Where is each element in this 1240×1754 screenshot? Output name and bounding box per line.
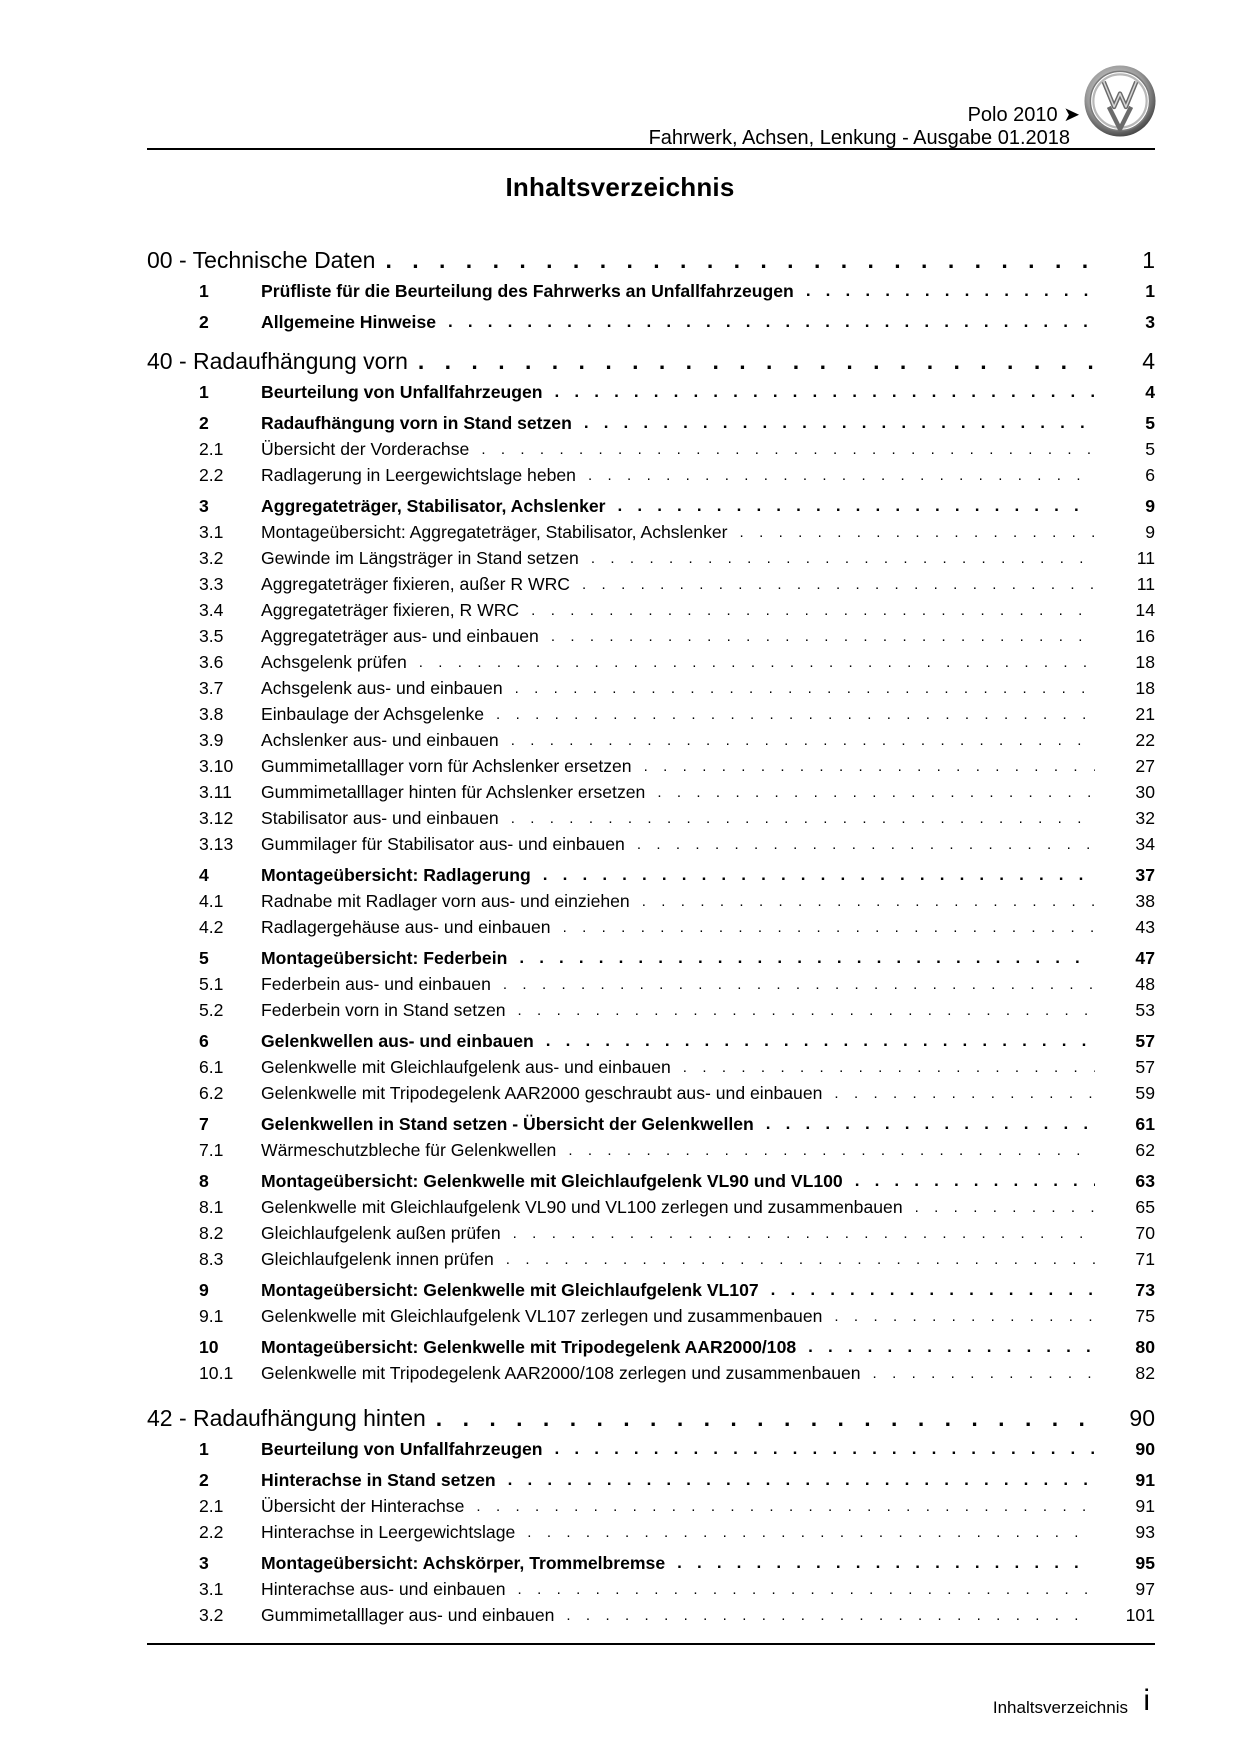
toc-entry-title: Einbaulage der Achsgelenke	[261, 703, 485, 724]
toc-leader	[385, 247, 1099, 274]
header-subtitle: Fahrwerk, Achsen, Lenkung - Ausgabe 01.2018	[648, 127, 1070, 149]
toc-entry-title: Gelenkwellen in Stand setzen - Übersicht der Gelenkwellen	[261, 1113, 754, 1134]
toc-subchapter[interactable]	[147, 462, 1155, 488]
toc-leader	[563, 919, 1095, 936]
toc-entry-title: Achslenker aus- und einbauen	[261, 729, 499, 750]
toc-subchapter[interactable]	[147, 623, 1155, 649]
toc-entry-number: 10	[199, 1336, 219, 1357]
toc-leader	[476, 1498, 1095, 1515]
toc-entry-title: Montageübersicht: Achskörper, Trommelbremse	[261, 1552, 666, 1573]
toc-entry-page: 53	[1135, 999, 1155, 1020]
toc-subchapter[interactable]	[147, 701, 1155, 727]
toc-entry-page: 62	[1135, 1139, 1155, 1160]
toc-leader	[915, 1199, 1095, 1216]
toc-entry-number: 2.1	[199, 438, 224, 459]
toc-entry-page: 101	[1125, 1604, 1155, 1625]
toc-entry-title: Montageübersicht: Gelenkwelle mit Gleichlaufgelenk VL90 und VL100	[261, 1170, 843, 1191]
toc-entry-number: 4.2	[199, 916, 224, 937]
toc-section-title: 00 - Technische Daten	[147, 246, 376, 273]
toc-entry-page: 70	[1135, 1222, 1155, 1243]
toc-chapter[interactable]	[147, 309, 1155, 335]
toc-entry-page: 47	[1135, 947, 1155, 968]
toc-entry-number: 3.13	[199, 833, 234, 854]
toc-chapter[interactable]	[147, 945, 1155, 971]
toc-entry-number: 3.2	[199, 547, 224, 568]
toc-entry-number: 6.1	[199, 1056, 224, 1077]
toc-entry-title: Gelenkwellen aus- und einbauen	[261, 1030, 534, 1051]
toc-entry-page: 18	[1135, 651, 1155, 672]
toc-subchapter[interactable]	[147, 1303, 1155, 1329]
toc-chapter[interactable]	[147, 1550, 1155, 1576]
toc-subchapter[interactable]	[147, 1246, 1155, 1272]
toc-subchapter[interactable]	[147, 519, 1155, 545]
toc-leader	[519, 948, 1095, 968]
toc-entry-title: Radnabe mit Radlager vorn aus- und einziehen	[261, 890, 630, 911]
toc-subchapter[interactable]	[147, 914, 1155, 940]
toc-entry-page: 95	[1135, 1552, 1155, 1573]
toc-entry-title: Aggregateträger fixieren, R WRC	[261, 599, 520, 620]
toc-subchapter[interactable]	[147, 571, 1155, 597]
toc-entry-title: Gummimetalllager aus- und einbauen	[261, 1604, 555, 1625]
toc-leader	[644, 758, 1095, 775]
toc-entry-page: 75	[1135, 1305, 1155, 1326]
toc-subchapter[interactable]	[147, 1519, 1155, 1545]
toc-entry-number: 6	[199, 1030, 209, 1051]
toc-entry-number: 8.2	[199, 1222, 224, 1243]
toc-entry-page: 38	[1135, 890, 1155, 911]
toc-entry-number: 5.2	[199, 999, 224, 1020]
toc-subchapter[interactable]	[147, 1602, 1155, 1628]
toc-entry-title: Aggregateträger, Stabilisator, Achslenker	[261, 495, 606, 516]
toc-entry-number: 3.3	[199, 573, 224, 594]
toc-leader	[527, 1524, 1095, 1541]
toc-subchapter[interactable]	[147, 1360, 1155, 1386]
toc-entry-number: 10.1	[199, 1362, 234, 1383]
toc-entry-title: Prüfliste für die Beurteilung des Fahrwerks an Unfallfahrzeugen	[261, 280, 794, 301]
vw-logo-icon	[1083, 64, 1157, 138]
toc-subchapter[interactable]	[147, 727, 1155, 753]
toc-leader	[618, 496, 1095, 516]
toc-entry-number: 2.2	[199, 1521, 224, 1542]
toc-subchapter[interactable]	[147, 649, 1155, 675]
toc-leader	[551, 628, 1095, 645]
toc-entry-page: 22	[1135, 729, 1155, 750]
toc-entry-page: 43	[1135, 916, 1155, 937]
toc-entry-title: Gelenkwelle mit Gleichlaufgelenk aus- und einbauen	[261, 1056, 671, 1077]
toc-entry-number: 7.1	[199, 1139, 224, 1160]
footer-page-number: i	[1143, 1684, 1150, 1717]
toc-entry-number: 3.5	[199, 625, 224, 646]
toc-entry-title: Gelenkwelle mit Gleichlaufgelenk VL107 zerlegen und zusammenbauen	[261, 1305, 823, 1326]
toc-section-page: 4	[1142, 347, 1155, 374]
toc-entry-title: Montageübersicht: Gelenkwelle mit Tripodegelenk AAR2000/108	[261, 1336, 797, 1357]
table-of-contents	[147, 242, 1155, 1628]
toc-entry-page: 1	[1145, 280, 1155, 301]
toc-entry-page: 48	[1135, 973, 1155, 994]
toc-section[interactable]	[147, 1400, 1155, 1436]
toc-subchapter[interactable]	[147, 1137, 1155, 1163]
toc-entry-number: 3	[199, 1552, 209, 1573]
toc-entry-title: Radlagerung in Leergewichtslage heben	[261, 464, 576, 485]
toc-chapter[interactable]	[147, 1111, 1155, 1137]
toc-entry-page: 65	[1135, 1196, 1155, 1217]
toc-entry-number: 1	[199, 1438, 209, 1459]
toc-leader	[543, 865, 1095, 885]
toc-entry-page: 16	[1135, 625, 1155, 646]
toc-entry-page: 34	[1135, 833, 1155, 854]
toc-leader	[584, 413, 1095, 433]
toc-entry-page: 71	[1135, 1248, 1155, 1269]
toc-entry-number: 8	[199, 1170, 209, 1191]
toc-section[interactable]	[147, 242, 1155, 278]
toc-leader	[806, 281, 1095, 301]
toc-entry-number: 1	[199, 381, 209, 402]
toc-entry-title: Hinterachse in Leergewichtslage	[261, 1521, 516, 1542]
toc-leader	[496, 706, 1095, 723]
toc-chapter[interactable]	[147, 493, 1155, 519]
toc-leader	[419, 654, 1095, 671]
toc-entry-page: 57	[1135, 1030, 1155, 1051]
toc-entry-number: 9.1	[199, 1305, 224, 1326]
toc-entry-page: 32	[1135, 807, 1155, 828]
toc-entry-page: 14	[1135, 599, 1155, 620]
toc-entry-title: Beurteilung von Unfallfahrzeugen	[261, 381, 543, 402]
toc-chapter[interactable]	[147, 1277, 1155, 1303]
toc-entry-number: 3.11	[199, 781, 232, 802]
toc-entry-page: 5	[1145, 438, 1155, 459]
toc-leader	[808, 1337, 1095, 1357]
toc-leader	[515, 680, 1095, 697]
toc-leader	[588, 467, 1095, 484]
toc-entry-number: 3.10	[199, 755, 234, 776]
toc-leader	[566, 1607, 1095, 1624]
toc-subchapter[interactable]	[147, 545, 1155, 571]
toc-chapter[interactable]	[147, 1467, 1155, 1493]
toc-entry-number: 3	[199, 495, 209, 516]
toc-leader	[642, 893, 1095, 910]
toc-entry-title: Gelenkwelle mit Gleichlaufgelenk VL90 und VL100 zerlegen und zusammenbauen	[261, 1196, 903, 1217]
toc-entry-number: 8.1	[199, 1196, 224, 1217]
toc-entry-title: Montageübersicht: Gelenkwelle mit Gleichlaufgelenk VL107	[261, 1279, 759, 1300]
page-header	[147, 86, 1155, 150]
toc-entry-title: Montageübersicht: Radlagerung	[261, 864, 531, 885]
toc-leader	[771, 1280, 1095, 1300]
toc-entry-title: Hinterachse in Stand setzen	[261, 1469, 496, 1490]
toc-entry-page: 90	[1135, 1438, 1155, 1459]
toc-entry-number: 2	[199, 412, 209, 433]
toc-section-title: 42 - Radaufhängung hinten	[147, 1404, 426, 1431]
toc-entry-title: Hinterachse aus- und einbauen	[261, 1578, 506, 1599]
toc-section-page: 1	[1142, 246, 1155, 273]
toc-entry-title: Radaufhängung vorn in Stand setzen	[261, 412, 572, 433]
toc-entry-number: 3.1	[199, 521, 224, 542]
toc-entry-number: 4	[199, 864, 209, 885]
toc-entry-number: 2.2	[199, 464, 224, 485]
toc-entry-title: Übersicht der Vorderachse	[261, 438, 470, 459]
toc-entry-number: 5	[199, 947, 209, 968]
toc-entry-number: 3.1	[199, 1578, 224, 1599]
toc-subchapter[interactable]	[147, 597, 1155, 623]
toc-entry-title: Aggregateträger aus- und einbauen	[261, 625, 539, 646]
toc-leader	[508, 1470, 1095, 1490]
toc-entry-title: Montageübersicht: Aggregateträger, Stabilisator, Achslenker	[261, 521, 728, 542]
toc-chapter[interactable]	[147, 379, 1155, 405]
toc-leader	[511, 810, 1095, 827]
toc-entry-title: Montageübersicht: Federbein	[261, 947, 508, 968]
toc-subchapter[interactable]	[147, 1220, 1155, 1246]
toc-entry-title: Gummimetalllager hinten für Achslenker ersetzen	[261, 781, 646, 802]
toc-entry-page: 63	[1135, 1170, 1155, 1191]
toc-entry-number: 4.1	[199, 890, 224, 911]
toc-entry-number: 3.7	[199, 677, 224, 698]
toc-subchapter[interactable]	[147, 831, 1155, 857]
toc-entry-page: 82	[1135, 1362, 1155, 1383]
toc-leader	[506, 1251, 1095, 1268]
toc-subchapter[interactable]	[147, 805, 1155, 831]
toc-leader	[873, 1365, 1095, 1382]
toc-leader	[518, 1002, 1095, 1019]
toc-entry-number: 3.8	[199, 703, 224, 724]
toc-entry-title: Gelenkwelle mit Tripodegelenk AAR2000 geschraubt aus- und einbauen	[261, 1082, 823, 1103]
toc-leader	[637, 836, 1095, 853]
toc-leader	[766, 1114, 1095, 1134]
toc-chapter[interactable]	[147, 1436, 1155, 1462]
toc-leader	[591, 550, 1095, 567]
toc-entry-title: Gummimetalllager vorn für Achslenker ersetzen	[261, 755, 632, 776]
toc-subchapter[interactable]	[147, 436, 1155, 462]
toc-entry-title: Federbein aus- und einbauen	[261, 973, 491, 994]
toc-subchapter[interactable]	[147, 1054, 1155, 1080]
toc-entry-page: 11	[1136, 573, 1155, 594]
toc-entry-number: 7	[199, 1113, 209, 1134]
toc-entry-page: 11	[1136, 547, 1155, 568]
toc-entry-title: Gleichlaufgelenk außen prüfen	[261, 1222, 501, 1243]
toc-entry-title: Wärmeschutzbleche für Gelenkwellen	[261, 1139, 557, 1160]
toc-entry-title: Stabilisator aus- und einbauen	[261, 807, 499, 828]
toc-entry-title: Achsgelenk aus- und einbauen	[261, 677, 503, 698]
toc-entry-page: 91	[1135, 1495, 1155, 1516]
toc-chapter[interactable]	[147, 278, 1155, 304]
toc-leader	[503, 976, 1095, 993]
toc-chapter[interactable]	[147, 1028, 1155, 1054]
toc-chapter[interactable]	[147, 862, 1155, 888]
toc-entry-title: Gelenkwelle mit Tripodegelenk AAR2000/108 zerlegen und zusammenbauen	[261, 1362, 861, 1383]
toc-entry-page: 97	[1135, 1578, 1155, 1599]
toc-subchapter[interactable]	[147, 675, 1155, 701]
toc-leader	[481, 441, 1095, 458]
toc-entry-title: Radlagergehäuse aus- und einbauen	[261, 916, 551, 937]
toc-entry-page: 9	[1145, 521, 1155, 542]
toc-leader	[531, 602, 1095, 619]
toc-entry-title: Achsgelenk prüfen	[261, 651, 407, 672]
toc-entry-page: 73	[1135, 1279, 1155, 1300]
footer-divider	[147, 1643, 1155, 1645]
toc-entry-page: 80	[1135, 1336, 1155, 1357]
toc-chapter[interactable]	[147, 1334, 1155, 1360]
toc-leader	[448, 312, 1095, 332]
toc-entry-title: Aggregateträger fixieren, außer R WRC	[261, 573, 570, 594]
toc-leader	[513, 1225, 1095, 1242]
toc-entry-page: 61	[1135, 1113, 1155, 1134]
toc-entry-number: 2	[199, 1469, 209, 1490]
toc-entry-title: Beurteilung von Unfallfahrzeugen	[261, 1438, 543, 1459]
toc-entry-page: 4	[1145, 381, 1155, 402]
toc-leader	[546, 1031, 1095, 1051]
toc-entry-number: 3.2	[199, 1604, 224, 1625]
toc-leader	[582, 576, 1095, 593]
toc-entry-page: 6	[1145, 464, 1155, 485]
toc-entry-title: Federbein vorn in Stand setzen	[261, 999, 506, 1020]
toc-entry-page: 57	[1135, 1056, 1155, 1077]
toc-entry-number: 3.4	[199, 599, 224, 620]
toc-entry-page: 18	[1135, 677, 1155, 698]
toc-leader	[855, 1171, 1095, 1191]
toc-subchapter[interactable]	[147, 1080, 1155, 1106]
header-model: Polo 2010 ➤	[967, 104, 1080, 126]
toc-leader	[555, 382, 1095, 402]
toc-section-title: 40 - Radaufhängung vorn	[147, 347, 408, 374]
toc-subchapter[interactable]	[147, 1194, 1155, 1220]
toc-leader	[740, 524, 1095, 541]
toc-entry-title: Gummilager für Stabilisator aus- und einbauen	[261, 833, 625, 854]
toc-entry-number: 3.9	[199, 729, 224, 750]
toc-section[interactable]	[147, 343, 1155, 379]
toc-leader	[677, 1553, 1095, 1573]
toc-entry-page: 93	[1135, 1521, 1155, 1542]
toc-entry-page: 30	[1135, 781, 1155, 802]
footer-label: Inhaltsverzeichnis	[992, 1698, 1128, 1717]
toc-leader	[834, 1308, 1095, 1325]
toc-entry-page: 27	[1135, 755, 1155, 776]
toc-entry-page: 5	[1145, 412, 1155, 433]
toc-entry-page: 9	[1145, 495, 1155, 516]
toc-entry-number: 3.12	[199, 807, 234, 828]
toc-entry-title: Gleichlaufgelenk innen prüfen	[261, 1248, 494, 1269]
toc-chapter[interactable]	[147, 1168, 1155, 1194]
toc-entry-page: 59	[1135, 1082, 1155, 1103]
toc-leader	[568, 1142, 1095, 1159]
toc-entry-title: Allgemeine Hinweise	[261, 311, 437, 332]
toc-leader	[518, 1581, 1095, 1598]
toc-entry-page: 21	[1135, 703, 1155, 724]
toc-leader	[657, 784, 1095, 801]
toc-leader	[555, 1439, 1095, 1459]
toc-subchapter[interactable]	[147, 779, 1155, 805]
toc-section-page: 90	[1129, 1404, 1155, 1431]
toc-subchapter[interactable]	[147, 1493, 1155, 1519]
toc-entry-number: 5.1	[199, 973, 224, 994]
toc-leader	[418, 348, 1099, 375]
toc-subchapter[interactable]	[147, 1576, 1155, 1602]
toc-entry-page: 37	[1135, 864, 1155, 885]
toc-entry-page: 91	[1135, 1469, 1155, 1490]
toc-entry-number: 3.6	[199, 651, 224, 672]
toc-entry-title: Gewinde im Längsträger in Stand setzen	[261, 547, 579, 568]
toc-subchapter[interactable]	[147, 888, 1155, 914]
toc-entry-number: 9	[199, 1279, 209, 1300]
toc-chapter[interactable]	[147, 410, 1155, 436]
toc-subchapter[interactable]	[147, 971, 1155, 997]
toc-entry-number: 2	[199, 311, 209, 332]
toc-entry-number: 1	[199, 280, 209, 301]
toc-entry-number: 6.2	[199, 1082, 224, 1103]
toc-leader	[834, 1085, 1095, 1102]
toc-entry-number: 8.3	[199, 1248, 224, 1269]
toc-leader	[436, 1405, 1099, 1432]
toc-entry-number: 2.1	[199, 1495, 224, 1516]
toc-entry-title: Übersicht der Hinterachse	[261, 1495, 465, 1516]
toc-leader	[683, 1059, 1095, 1076]
page-title: Inhaltsverzeichnis	[505, 172, 735, 202]
toc-entry-page: 3	[1145, 311, 1155, 332]
toc-leader	[511, 732, 1095, 749]
toc-subchapter[interactable]	[147, 753, 1155, 779]
toc-subchapter[interactable]	[147, 997, 1155, 1023]
